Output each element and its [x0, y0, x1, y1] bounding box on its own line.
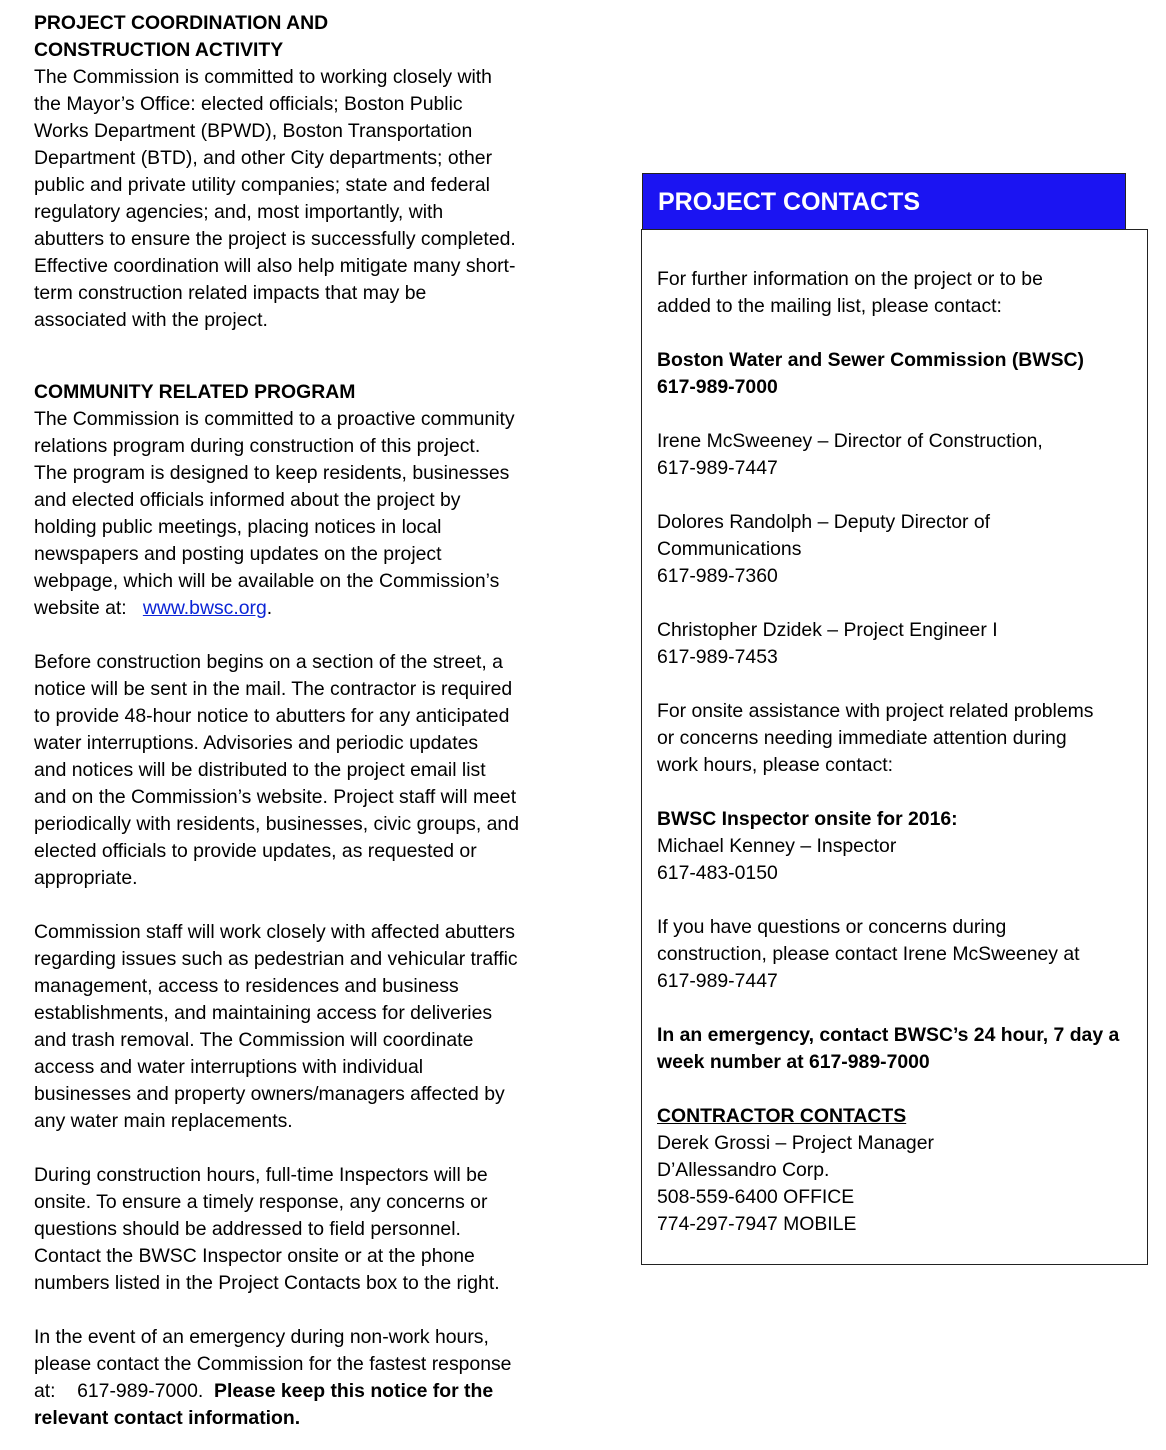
contacts-intro-line: added to the mailing list, please contact: — [657, 295, 1002, 317]
contact-christopher: Christopher Dzidek – Project Engineer I — [657, 619, 998, 641]
contacts-intro-line: For further information on the project or to be — [657, 268, 1043, 290]
paragraph-line: term construction related impacts that may be — [34, 282, 427, 304]
questions-line: construction, please contact Irene McSweeney at — [657, 943, 1080, 965]
inspector-name: Michael Kenney – Inspector — [657, 835, 897, 857]
paragraph-line — [34, 1405, 559, 1432]
paragraph-line: elected officials to provide updates, as requested or — [34, 840, 477, 862]
website-line — [34, 595, 559, 622]
paragraph-line: Before construction begins on a section of the street, a — [34, 651, 503, 673]
inspector-phone: 617-483-0150 — [657, 862, 778, 884]
paragraph-line: onsite. To ensure a timely response, any concerns or — [34, 1191, 488, 1213]
paragraph-line: Contact the BWSC Inspector onsite or at the phone — [34, 1245, 475, 1267]
contact-irene-phone: 617-989-7447 — [657, 457, 778, 479]
website-prefix: website at: — [34, 597, 143, 619]
section-heading-community: COMMUNITY RELATED PROGRAM — [34, 381, 356, 403]
paragraph-line: water interruptions. Advisories and periodic updates — [34, 732, 479, 754]
contractor-line: 508-559-6400 OFFICE — [657, 1186, 855, 1208]
paragraph-line: webpage, which will be available on the Commission’s — [34, 570, 500, 592]
paragraph-line: Department (BTD), and other City departments; other — [34, 147, 493, 169]
emergency-line: week number at 617-989-7000 — [657, 1051, 930, 1073]
paragraph-line: numbers listed in the Project Contacts box to the right. — [34, 1272, 500, 1294]
paragraph-line: questions should be addressed to field personnel. — [34, 1218, 461, 1240]
paragraph-line: The program is designed to keep residents, businesses — [34, 462, 510, 484]
paragraph-line: regarding issues such as pedestrian and vehicular traffic — [34, 948, 518, 970]
paragraph-line — [34, 1378, 559, 1405]
section-heading-coordination-line1: PROJECT COORDINATION AND — [34, 12, 329, 34]
paragraph-line: Works Department (BPWD), Boston Transportation — [34, 120, 473, 142]
contractor-line: 774-297-7947 MOBILE — [657, 1213, 857, 1235]
paragraph-line: and notices will be distributed to the project email list — [34, 759, 486, 781]
inspector-heading: BWSC Inspector onsite for 2016: — [657, 808, 958, 830]
bwsc-name: Boston Water and Sewer Commission (BWSC) — [657, 349, 1084, 371]
paragraph-line: periodically with residents, businesses, civic groups, and — [34, 813, 520, 835]
contact-christopher-phone: 617-989-7453 — [657, 646, 778, 668]
contact-dolores-phone: 617-989-7360 — [657, 565, 778, 587]
paragraph-line: establishments, and maintaining access for deliveries — [34, 1002, 493, 1024]
onsite-intro-line: work hours, please contact: — [657, 754, 894, 776]
keep-notice-text-end: relevant contact information. — [34, 1407, 301, 1429]
paragraph-line: management, access to residences and business — [34, 975, 459, 997]
paragraph-line: The Commission is committed to a proactive community — [34, 408, 515, 430]
paragraph-line: please contact the Commission for the fastest response — [34, 1353, 512, 1375]
contact-dolores-title: Communications — [657, 538, 802, 560]
project-contacts-header — [642, 173, 1126, 230]
paragraph-line: public and private utility companies; state and federal — [34, 174, 490, 196]
paragraph-line: The Commission is committed to working closely with — [34, 66, 492, 88]
emergency-phone-text: at: 617-989-7000. — [34, 1380, 215, 1402]
keep-notice-text: Please keep this notice for the — [214, 1380, 494, 1402]
paragraph-line: any water main replacements. — [34, 1110, 293, 1132]
paragraph-line: associated with the project. — [34, 309, 268, 331]
paragraph-line: appropriate. — [34, 867, 138, 889]
project-contacts-content — [657, 266, 1137, 1238]
paragraph-line: holding public meetings, placing notices in local — [34, 516, 442, 538]
onsite-intro-line: For onsite assistance with project related problems — [657, 700, 1094, 722]
paragraph-line: abutters to ensure the project is successfully completed. — [34, 228, 516, 250]
paragraph-line: and elected officials informed about the project by — [34, 489, 461, 511]
paragraph-line: and on the Commission’s website. Project staff will meet — [34, 786, 517, 808]
paragraph-line: Commission staff will work closely with affected abutters — [34, 921, 515, 943]
website-suffix: . — [266, 597, 273, 619]
paragraph-line: to provide 48-hour notice to abutters for any anticipated — [34, 705, 510, 727]
paragraph-line: businesses and property owners/managers affected by — [34, 1083, 505, 1105]
bwsc-phone: 617-989-7000 — [657, 376, 778, 398]
website-link[interactable]: www.bwsc.org — [142, 597, 267, 619]
section-heading-coordination-line2: CONSTRUCTION ACTIVITY — [34, 39, 284, 61]
contractor-line: Derek Grossi – Project Manager — [657, 1132, 934, 1154]
paragraph-line: and trash removal. The Commission will coordinate — [34, 1029, 474, 1051]
contractor-contacts-heading: CONTRACTOR CONTACTS — [657, 1105, 907, 1127]
emergency-line: In an emergency, contact BWSC’s 24 hour, 7 day a — [657, 1024, 1120, 1046]
contractor-line: D’Allessandro Corp. — [657, 1159, 830, 1181]
paragraph-line: relations program during construction of this project. — [34, 435, 481, 457]
contact-irene: Irene McSweeney – Director of Construction, — [657, 430, 1043, 452]
onsite-intro-line: or concerns needing immediate attention during — [657, 727, 1067, 749]
paragraph-line: notice will be sent in the mail. The contractor is required — [34, 678, 513, 700]
paragraph-line: Effective coordination will also help mitigate many short- — [34, 255, 516, 277]
contact-dolores: Dolores Randolph – Deputy Director of — [657, 511, 991, 533]
project-contacts-title: PROJECT CONTACTS — [658, 188, 921, 216]
paragraph-line: newspapers and posting updates on the project — [34, 543, 442, 565]
paragraph-line: regulatory agencies; and, most importantly, with — [34, 201, 444, 223]
paragraph-line: During construction hours, full-time Inspectors will be — [34, 1164, 488, 1186]
questions-line: 617-989-7447 — [657, 970, 778, 992]
paragraph-line: access and water interruptions with individual — [34, 1056, 424, 1078]
left-column — [34, 10, 559, 1432]
paragraph-line: the Mayor’s Office: elected officials; Boston Public — [34, 93, 463, 115]
paragraph-line: In the event of an emergency during non-work hours, — [34, 1326, 489, 1348]
questions-line: If you have questions or concerns during — [657, 916, 1007, 938]
